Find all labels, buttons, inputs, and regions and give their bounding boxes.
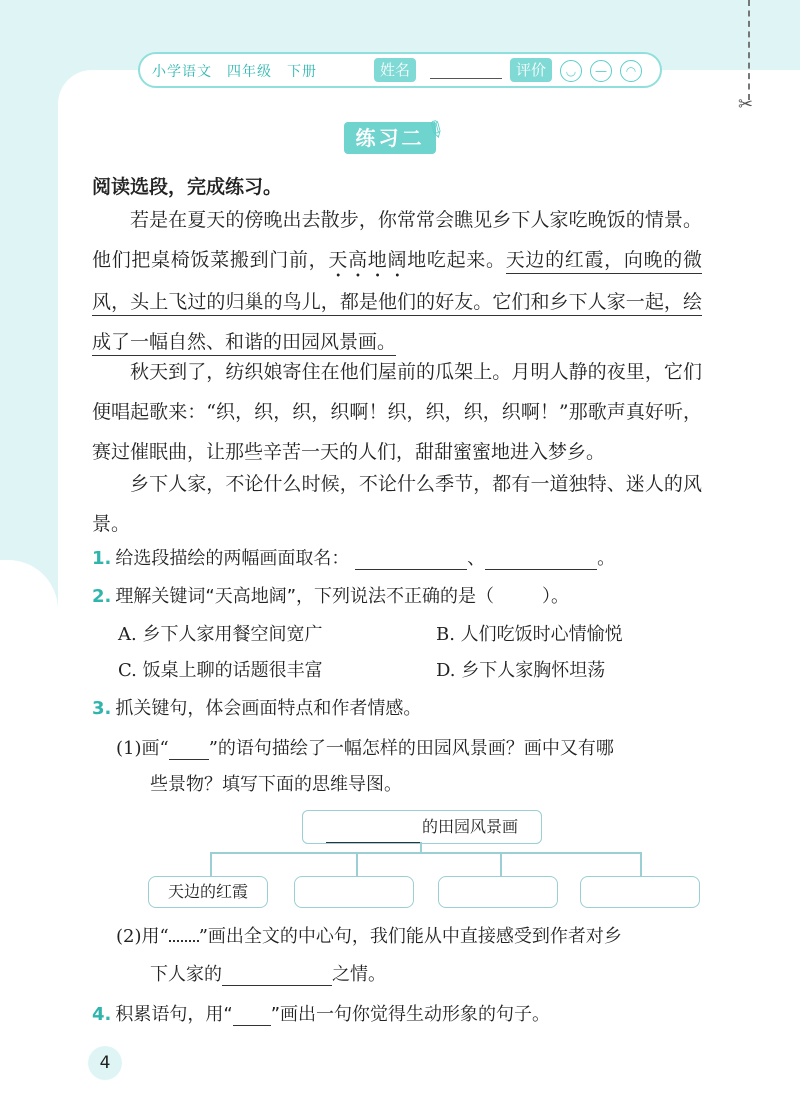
mind-map-connector — [210, 852, 212, 876]
mind-map-connector — [210, 852, 640, 854]
passage-paragraph-2: 秋天到了，纺织娘寄住在他们屋前的瓜架上。月明人静的夜里，它们便唱起歌来：“织，织，织，织啊！织，织，织，织啊！”那歌声真好听，赛过催眠曲，让那些辛苦一天的人们，甜甜蜜蜜地进入梦乡。 — [92, 361, 702, 463]
question-2: 2. 理解关键词“天高地阔”，下列说法不正确的是（ ）。 — [92, 586, 570, 607]
passage-paragraph-1: 若是在夏天的傍晚出去散步，你常常会瞧见乡下人家吃晚饭的情景。他们把桌椅饭菜搬到门前，天高地阔地吃起来。天边的红霞，向晚的微风，头上飞过的归巢的鸟儿，都是他们的好友。它们和乡下人家一起，绘成了一幅自然、和谐的田园风景画。 — [92, 200, 702, 362]
mind-map-root-blank[interactable] — [326, 842, 422, 843]
course-label: 小学语文 四年级 下册 — [152, 64, 317, 80]
mind-map-node-4[interactable] — [580, 876, 700, 908]
mind-map-connector — [640, 852, 642, 876]
question-1: 1. 给选段描绘的两幅画面取名： 、 。 — [92, 548, 616, 569]
mind-map-connector — [500, 852, 502, 876]
page-sheet-corner — [0, 560, 58, 1114]
wavy-line-symbol — [169, 922, 199, 942]
pencil-icon: ✎ — [420, 115, 450, 146]
happy-face-icon[interactable]: ◡ — [560, 60, 582, 82]
sad-face-icon[interactable]: ◠ — [620, 60, 642, 82]
option-a[interactable]: A. 乡下人家用餐空间宽广 — [118, 624, 323, 645]
mind-map-node-2[interactable] — [294, 876, 414, 908]
underline-mark-symbol — [233, 1025, 271, 1026]
header-bar — [138, 52, 662, 88]
mind-map-connector — [420, 842, 422, 852]
answer-blank-1a[interactable] — [355, 569, 467, 570]
question-3-part-2: (2)用“ ”画出全文的中心句，我们能从中直接感受到作者对乡 — [116, 922, 622, 948]
option-b[interactable]: B. 人们吃饭时心情愉悦 — [436, 624, 623, 645]
answer-blank-1b[interactable] — [485, 569, 597, 570]
name-blank[interactable] — [430, 78, 502, 79]
neutral-face-icon[interactable]: — — [590, 60, 612, 82]
cut-line — [748, 0, 750, 100]
answer-blank-3-2[interactable] — [222, 985, 332, 986]
exercise-title: 练习二 — [344, 122, 436, 154]
question-3-part-1-cont: 些景物？填写下面的思维导图。 — [150, 774, 402, 795]
name-label: 姓名 — [374, 58, 416, 82]
question-3-part-2-cont: 下人家的 之情。 — [150, 964, 386, 985]
underlined-sentence: 天边的红霞，向晚的微风，头上飞过的归巢的鸟儿，都是他们的好友。它们和乡下人家一起，绘成了一幅自然、和谐的田园风景画。 — [92, 249, 702, 356]
evaluation-label: 评价 — [510, 58, 552, 82]
option-c[interactable]: C. 饭桌上聊的话题很丰富 — [118, 660, 323, 681]
dotted-keyword: 天高地阔 — [328, 249, 408, 271]
question-4: 4. 积累语句，用“ ”画出一句你觉得生动形象的句子。 — [92, 1004, 551, 1025]
question-3-part-1: (1)画“ ”的语句描绘了一幅怎样的田园风景画？画中又有哪 — [116, 738, 614, 759]
page-number: 4 — [88, 1046, 122, 1080]
passage-paragraph-3: 乡下人家，不论什么时候，不论什么季节，都有一道独特、迷人的风景。 — [92, 473, 702, 535]
underline-mark-symbol — [169, 759, 209, 760]
option-d[interactable]: D. 乡下人家胸怀坦荡 — [436, 660, 606, 681]
mind-map-connector — [356, 852, 358, 876]
reading-instruction: 阅读选段，完成练习。 — [92, 176, 283, 198]
mind-map-node-1: 天边的红霞 — [148, 876, 268, 908]
mind-map-root: 的田园风景画 — [302, 810, 542, 844]
question-3: 3. 抓关键句，体会画面特点和作者情感。 — [92, 698, 422, 719]
mind-map-node-3[interactable] — [438, 876, 558, 908]
mind-map — [140, 800, 710, 910]
scissors-icon: ✂ — [738, 94, 754, 115]
